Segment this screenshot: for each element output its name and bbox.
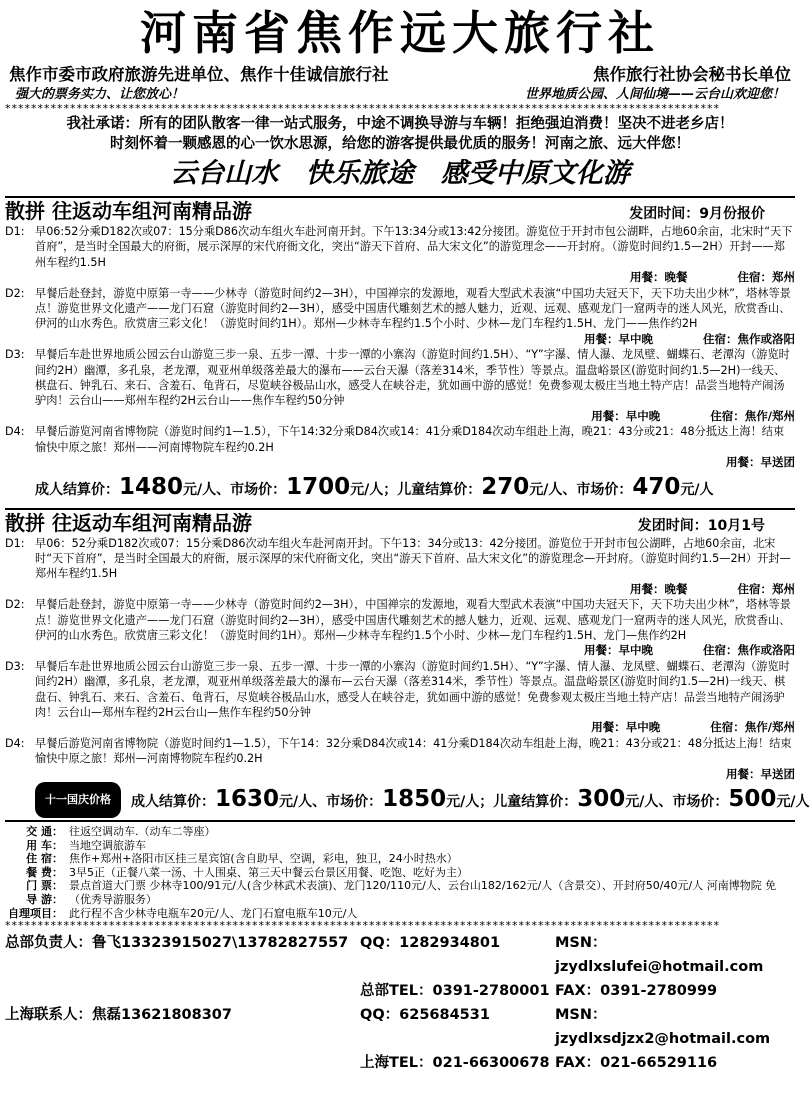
price-unit: 元/人、 bbox=[625, 793, 673, 810]
price-unit: 元/人、 bbox=[279, 793, 327, 810]
depart-time: 发团时间：10月1号 bbox=[637, 517, 765, 534]
stay-info: 住宿：焦作/郑州 bbox=[710, 408, 795, 423]
day-label: D4: bbox=[5, 736, 25, 750]
contact-block bbox=[5, 931, 795, 1075]
section-title: 散拼 往返动车组河南精品游 bbox=[5, 199, 252, 223]
day-label: D1: bbox=[5, 536, 25, 550]
sh-qq: QQ：625684531 bbox=[360, 1007, 490, 1024]
day-text: 早餐后游览河南省博物院（游览时间约1—1.5），下午14:32分乘D84次或14：41分乘D184次动车组赴上海，晚21：43分或21：48分抵达上海！结束愉快中原之旅！郑州——河南博物院车程约0.2H bbox=[35, 425, 785, 454]
info-row bbox=[5, 852, 795, 866]
info-row bbox=[5, 879, 795, 893]
info-row bbox=[5, 839, 795, 853]
sh-contact-person: 上海联系人：焦磊13621808307 bbox=[5, 1007, 232, 1024]
child-market-label: 市场价： bbox=[576, 481, 633, 498]
child-price: 300 bbox=[577, 785, 626, 812]
honor-left: 焦作市委市政府旅游先进单位、焦作十佳诚信旅行社 bbox=[9, 65, 389, 84]
tagline-right: 世界地质公园、人间仙境——云台山欢迎您！ bbox=[524, 87, 785, 102]
itinerary-day bbox=[5, 347, 795, 424]
tour-section-1 bbox=[5, 196, 795, 506]
itinerary-day bbox=[5, 597, 795, 659]
child-market-price: 500 bbox=[728, 785, 777, 812]
info-row bbox=[5, 825, 795, 839]
day-label: D2: bbox=[5, 286, 25, 300]
info-key: 导 游： bbox=[26, 892, 63, 906]
agency-title: 河南省焦作远大旅行社 bbox=[140, 6, 660, 60]
info-value: 焦作+郑州+洛阳市区挂三星宾馆(含自助早、空调，彩电，独卫，24小时热水） bbox=[69, 852, 458, 866]
itinerary-day bbox=[5, 536, 795, 598]
section-header bbox=[5, 196, 795, 224]
stay-info: 住宿：郑州 bbox=[737, 270, 795, 285]
info-key: 自理项目： bbox=[8, 906, 63, 920]
child-market-price: 470 bbox=[632, 473, 681, 500]
itinerary-day bbox=[5, 424, 795, 470]
promise-line-2: 时刻怀着一颗感恩的心一饮水思源，给您的游客提供最优质的服务！河南之旅、远大伴您！ bbox=[110, 136, 690, 152]
itinerary-day bbox=[5, 286, 795, 348]
child-price-label: 儿童结算价： bbox=[397, 481, 482, 498]
child-price-label: 儿童结算价： bbox=[493, 793, 578, 810]
info-value: 往返空调动车.（动车二等座） bbox=[69, 825, 216, 838]
price-unit: 元/人 bbox=[776, 793, 810, 810]
sh-fax: FAX：021-66529116 bbox=[555, 1055, 718, 1072]
price-unit: 元/人； bbox=[350, 481, 398, 498]
sh-msn: MSN：jzydlxsdjzx2@hotmail.com bbox=[555, 1007, 771, 1048]
holiday-badge: 十一国庆价格 bbox=[35, 782, 121, 818]
stay-info: 用餐：早送团 bbox=[726, 455, 795, 470]
promise-line-1: 我社承诺：所有的团队散客一律一站式服务，中途不调换导游与车辆！拒绝强迫消费！坚决不进老乡店！ bbox=[66, 116, 734, 132]
hq-tel: 总部TEL：0391-2780001 bbox=[360, 983, 550, 1000]
price-line bbox=[5, 782, 810, 818]
day-label: D3: bbox=[5, 659, 25, 673]
price-line bbox=[5, 471, 795, 506]
day-text: 早餐后车赴世界地质公园云台山游览三步一泉、五步一潭、十步一潭的小寨沟（游览时间约1.5H）、“Y”字瀑、情人瀑、龙凤壁、蝴蝶石、老潭沟（游览时间约2H）幽潭，多孔泉，老龙潭，观亚州单级落差最大的瀑布——云台天瀑（落差314米，季节性）等景点。温盘峪景区(游览时间约1.5—2H)一线天、棋盘石、钟乳石、来石、含羞石、龟背石，尽览峡谷极品山水，感受人在峡谷走，犹如画中游的感觉！免费参观太极庄当地土特产店！品尝当地特产闹汤驴肉！云台山——郑州车程约2H云台山——焦作车程约50分钟 bbox=[35, 348, 790, 408]
info-key: 住 宿： bbox=[26, 852, 63, 866]
meal-info: 用餐：晚餐 bbox=[630, 270, 688, 285]
meal-info: 用餐：早中晚 bbox=[584, 331, 653, 346]
depart-time: 发团时间：9月份报价 bbox=[629, 206, 765, 223]
info-row bbox=[5, 866, 795, 880]
child-market-label: 市场价： bbox=[672, 793, 729, 810]
slogan: 云台山水 快乐旅途 感受中原文化游 bbox=[170, 158, 630, 189]
itinerary-day bbox=[5, 224, 795, 286]
market-price: 1700 bbox=[286, 473, 351, 500]
price-unit: 元/人； bbox=[446, 793, 494, 810]
day-label: D4: bbox=[5, 425, 25, 439]
day-text: 早餐后游览河南省博物院（游览时间约1—1.5），下午14：32分乘D84次或14：41分乘D184次动车组赴上海，晚21：43分或21：48分抵达上海！结束愉快中原之旅！郑州—河南博物院车程约0.2H bbox=[35, 736, 792, 766]
info-value: 3早5正（正餐八菜一汤、十人围桌、第三天中餐云台景区用餐、吃饱、吃好为主） bbox=[69, 865, 468, 879]
day-text: 早06:52分乘D182次或07：15分乘D86次动车组火车赴河南开封。下午13:34分或13:42分接团。游览位于开封市包公湖畔，占地60余亩，北宋时“天下首府”，是当时全国最大的府衙，展示深厚的宋代府衙文化，突出“游天下首府、品大宋文化”的游览理念——开封府。（游览时间约1.5—2H）开封——郑州车程约1.5H bbox=[35, 225, 793, 269]
honor-right: 焦作旅行社协会秘书长单位 bbox=[593, 65, 791, 84]
sh-tel: 上海TEL：021-66300678 bbox=[360, 1055, 550, 1072]
hq-fax: FAX：0391-2780999 bbox=[555, 983, 718, 1000]
stay-info: 用餐：早送团 bbox=[726, 766, 795, 781]
day-label: D3: bbox=[5, 348, 25, 362]
section-header bbox=[5, 508, 795, 536]
info-row bbox=[5, 893, 795, 907]
star-divider: ************************************************************************************************************** bbox=[5, 102, 720, 115]
itinerary-day bbox=[5, 736, 795, 782]
hq-contact-person: 总部负责人：鲁飞13323915027\13782827557 bbox=[5, 935, 349, 952]
market-label: 市场价： bbox=[230, 481, 287, 498]
info-value: 此行程不含少林寺电瓶车20元/人、龙门石窟电瓶车10元/人 bbox=[69, 906, 358, 920]
hq-qq: QQ：1282934801 bbox=[360, 935, 501, 952]
price-unit: 元/人 bbox=[680, 481, 714, 498]
tour-info bbox=[5, 820, 795, 920]
honor-row bbox=[5, 64, 795, 86]
adult-price: 1630 bbox=[215, 785, 280, 812]
meal-info: 用餐：早中晚 bbox=[591, 408, 661, 423]
adult-price-label: 成人结算价： bbox=[35, 481, 119, 498]
day-text: 早餐后车赴世界地质公园云台山游览三步一泉、五步一潭、十步一潭的小寨沟（游览时间约1.5H）、“Y”字瀑、情人瀑、龙凤壁、蝴蝶石、老潭沟（游览时间约2H）幽潭，多孔泉，老龙潭，观亚州单级落差最大的瀑布—云台天瀑（落差314米，季节性）等景点。温盘峪景区(游览时间约1.5—2H)一线天、棋盘石、钟乳石、来石、含羞石、龟背石，尽览峡谷极品山水，感受人在峡谷走，犹如画中游的感觉！免费参观太极庄当地土特产店！品尝当地特产闹汤驴肉！云台山—郑州车程约2H云台山—焦作车程约50分钟 bbox=[35, 659, 790, 719]
day-text: 早06：52分乘D182次或07：15分乘D86次动车组火车赴河南开封。下午13：34分或13：42分接团。游览位于开封市包公湖畔，占地60余亩，北宋时“天下首府”，是当时全国最大的府衙，展示深厚的宋代府衙文化，突出“游天下首府、品大宋文化”的游览理念—开封府。（游览时间约1.5—2H）开封—郑州车程约1.5H bbox=[35, 536, 791, 581]
market-price: 1850 bbox=[382, 785, 447, 812]
info-key: 餐 费： bbox=[26, 865, 63, 879]
price-unit: 元/人、 bbox=[529, 481, 577, 498]
info-row bbox=[5, 907, 795, 921]
info-key: 门 票： bbox=[26, 879, 63, 893]
day-label: D1: bbox=[5, 225, 25, 238]
tour-section-2 bbox=[5, 508, 810, 819]
market-label: 市场价： bbox=[326, 793, 383, 810]
tagline-left: 强大的票务实力、让您放心！ bbox=[15, 87, 185, 102]
info-value: 景点首道大门票 少林寺100/91元/人(含少林武术表演)、龙门120/110元/人、云台山182/162元/人（含景交）、开封府50/40元/人 河南博物院 免 bbox=[69, 879, 777, 893]
day-text: 早餐后赴登封，游览中原第一寺——少林寺（游览时间约2—3H），中国禅宗的发源地，观看大型武术表演“中国功夫冠天下，天下功夫出少林”，塔林等景点！游览世界文化遗产——龙门石窟（游览时间约2—3H），感受中国唐代雕刻艺术的撼人魅力，近观、远观、感观龙门一窟两寺的迷人风光，欣赏香山、伊河的山水秀色。欣赏唐三彩文化！（游览时间约1H）。郑州—少林寺车程约1.5个小时、少林—龙门车程约1.5H、龙门—焦作约2H bbox=[35, 598, 791, 642]
itinerary-day bbox=[5, 659, 795, 736]
adult-price: 1480 bbox=[119, 473, 184, 500]
stay-info: 住宿：焦作/郑州 bbox=[710, 720, 795, 735]
meal-info: 用餐：早中晚 bbox=[591, 720, 661, 735]
meal-info: 用餐：晚餐 bbox=[630, 581, 688, 596]
child-price: 270 bbox=[481, 473, 530, 500]
day-text: 早餐后赴登封，游览中原第一寺——少林寺（游览时间约2—3H），中国禅宗的发源地，观看大型武术表演“中国功夫冠天下，天下功夫出少林”，塔林等景点！游览世界文化遗产——龙门石窟（游览时间约2—3H），感受中国唐代雕刻艺术的撼人魅力，近观、远观、感观龙门一窟两寺的迷人风光，欣赏香山、伊河的山水秀色。欣赏唐三彩文化！（游览时间约1H）。郑州—少林寺车程约1.5个小时、少林—龙门车程约1.5H、龙门——焦作约2H bbox=[35, 286, 791, 331]
stay-info: 住宿：焦作或洛阳 bbox=[703, 331, 795, 346]
section-title: 散拼 往返动车组河南精品游 bbox=[5, 510, 252, 535]
hq-msn: MSN：jzydlxslufei@hotmail.com bbox=[555, 935, 764, 976]
stay-info: 住宿：焦作或洛阳 bbox=[703, 643, 795, 658]
price-unit: 元/人、 bbox=[183, 481, 231, 498]
info-value: （优秀导游服务） bbox=[69, 892, 157, 906]
info-value: 当地空调旅游车 bbox=[69, 838, 146, 852]
adult-price-label: 成人结算价： bbox=[131, 793, 215, 810]
star-divider: ************************************************************************************************************** bbox=[5, 919, 720, 933]
tagline-row bbox=[5, 86, 795, 103]
meal-info: 用餐：早中晚 bbox=[584, 643, 653, 658]
stay-info: 住宿：郑州 bbox=[737, 581, 795, 596]
info-key: 用 车： bbox=[26, 838, 63, 852]
info-key: 交 通： bbox=[26, 825, 63, 838]
day-label: D2: bbox=[5, 598, 25, 612]
